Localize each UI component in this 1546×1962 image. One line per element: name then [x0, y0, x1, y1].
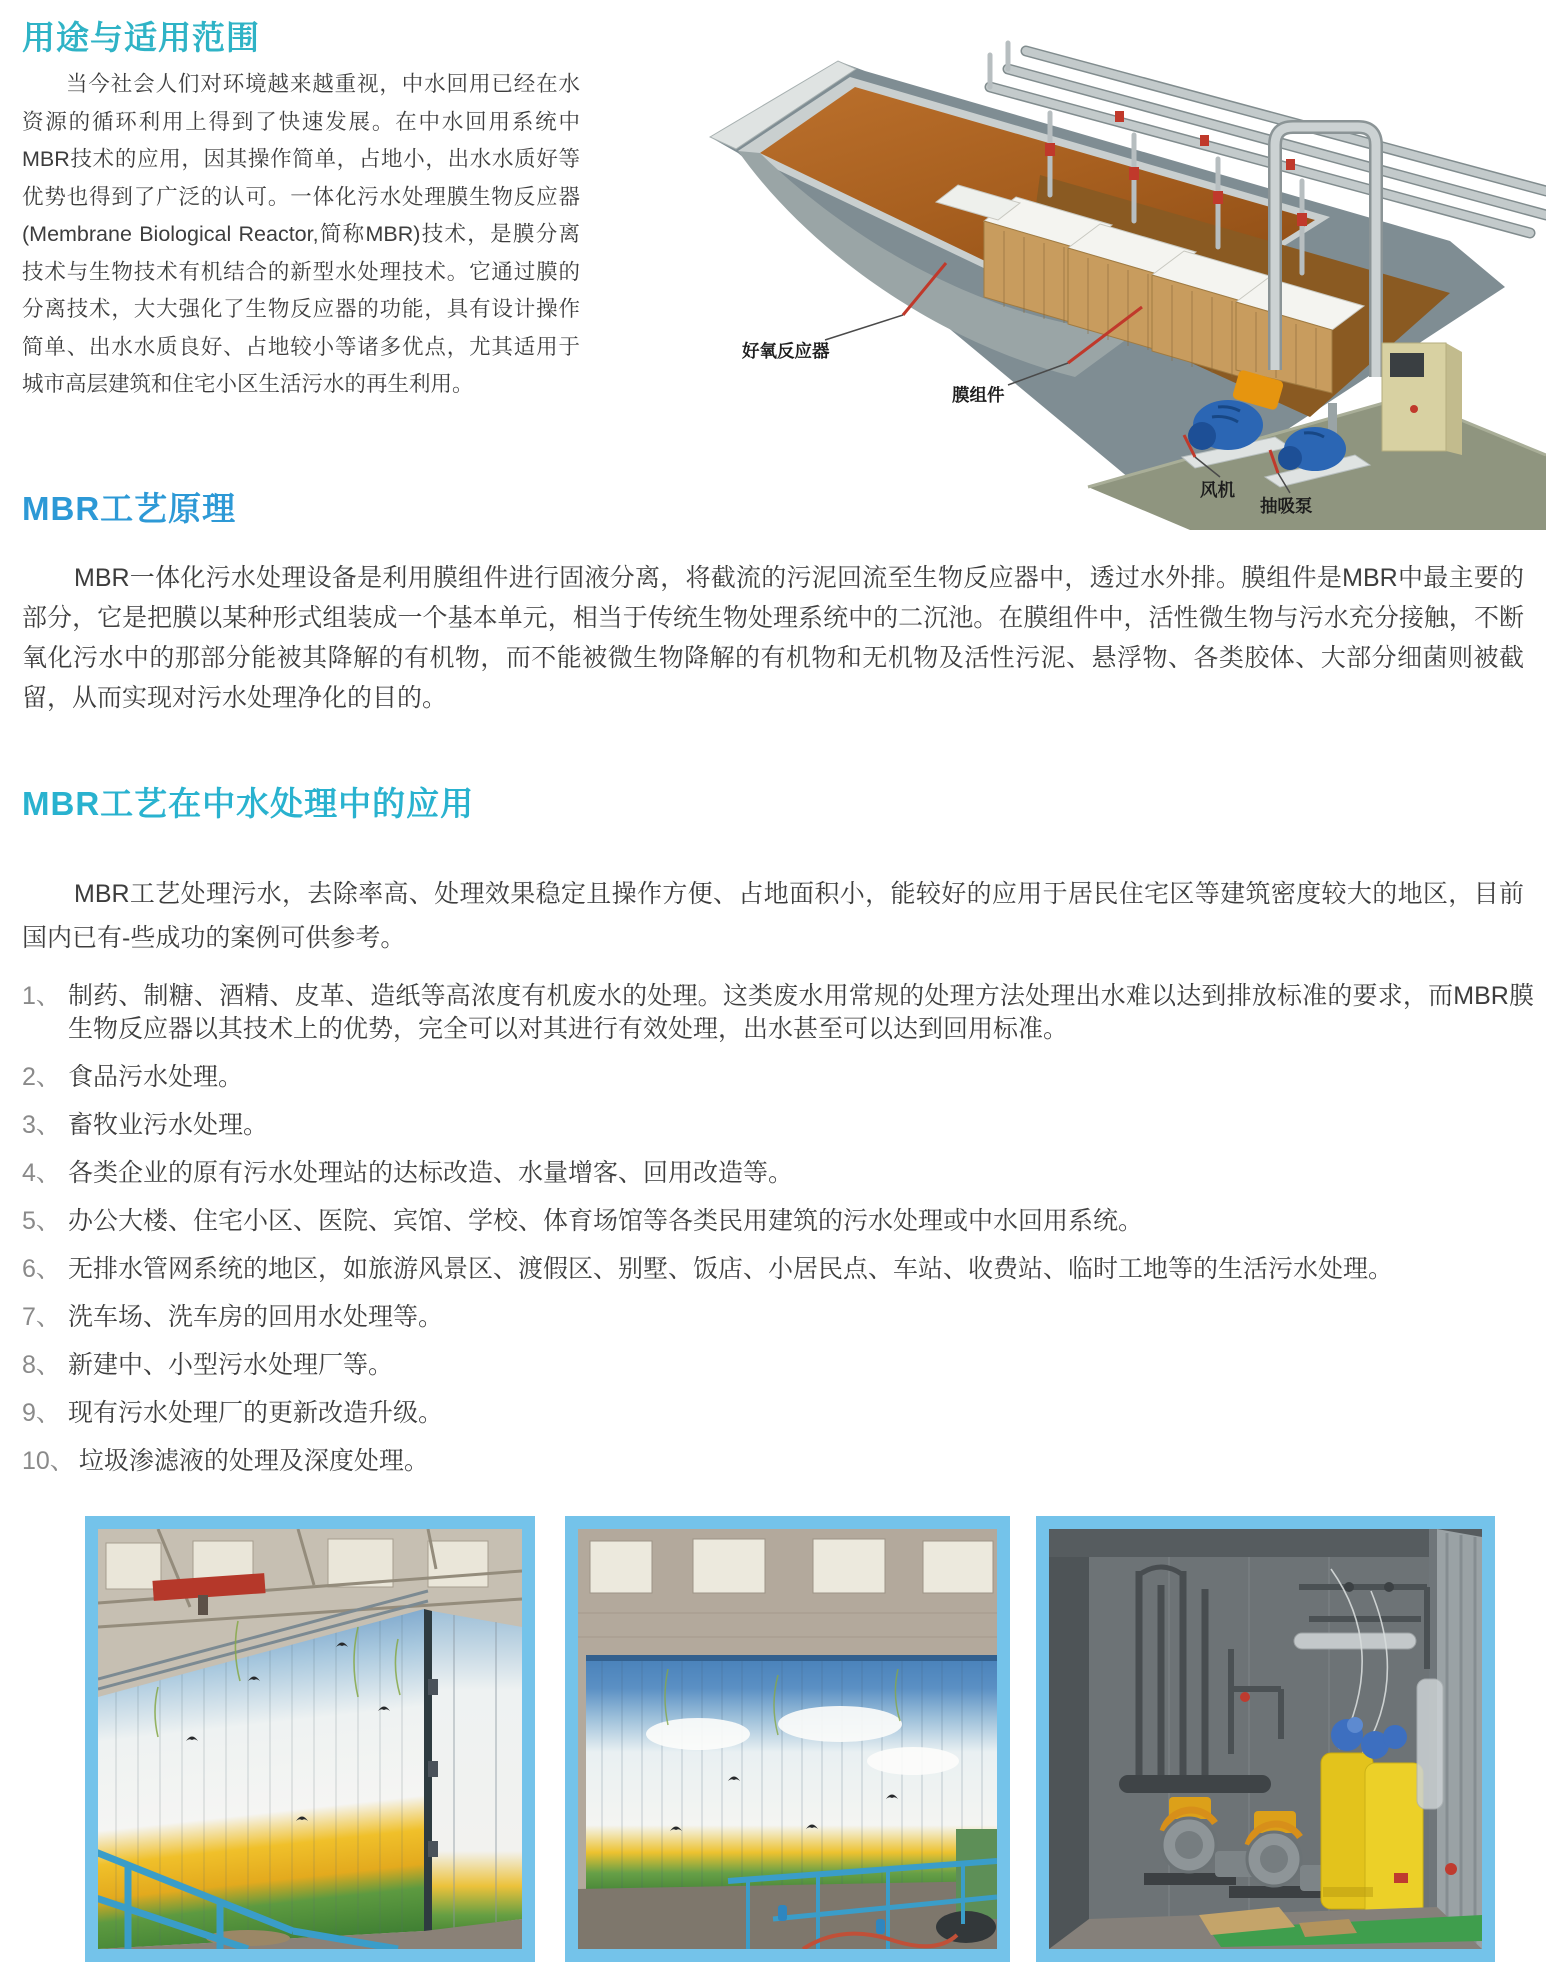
section-heading-usage: 用途与适用范围: [22, 19, 260, 56]
ceiling: [1049, 1529, 1482, 1557]
list-item: 2、 食品污水处理。: [22, 1063, 244, 1091]
list-item: 6、 无排水管网系统的地区，如旅游风景区、渡假区、别墅、饭店、小居民点、车站、收费站、临时工地等的生活污水处理。: [22, 1255, 1394, 1283]
label-blower: 风机: [1200, 480, 1235, 500]
uv-sterilizer: [1294, 1633, 1416, 1649]
list-item: 3、 畜牧业污水处理。: [22, 1111, 269, 1139]
list-item: 7、 洗车场、洗车房的回用水处理等。: [22, 1303, 444, 1331]
list-item: 4、 各类企业的原有污水处理站的达标改造、水量增客、回用改造等。: [22, 1159, 794, 1187]
photo-container-exterior-front: [565, 1516, 1010, 1962]
container-door-panel: [432, 1611, 522, 1931]
label-membrane-module: 膜组件: [952, 385, 1005, 405]
principle-paragraph: MBR一体化污水处理设备是利用膜组件进行固液分离，将截流的污泥回流至生物反应器中，透过水外排。膜组件是MBR中最主要的部分，它是把膜以某种形式组装成一个基本单元，相当于传统生物处理系统中的二沉池。在膜组件中，活性微生物与污水充分接触，不断氧化污水中的那部分能被其降解的有机物，而不能被微生物降解的有机物和无机物及活性污泥、悬浮物、各类胶体、大部分细菌则被截留，从而实现对污水处理净化的目的。: [22, 564, 1524, 712]
left-wall: [1049, 1529, 1089, 1949]
yellow-dosing-tanks: [1321, 1753, 1423, 1923]
wrapped-filter-column: [1417, 1679, 1443, 1809]
photo1-illustration: [98, 1529, 522, 1949]
air-manifold: [1119, 1775, 1271, 1793]
application-list: [22, 980, 1534, 1493]
photo3-illustration: [1049, 1529, 1482, 1949]
application-paragraph: MBR工艺处理污水，去除率高、处理效果稳定且操作方便、占地面积小，能较好的应用于居民住宅区等建筑密度较大的地区，目前国内已有-些成功的案例可供参考。: [22, 880, 1524, 952]
label-suction-pump: 抽吸泵: [1260, 496, 1313, 516]
photo-container-interior-equipment: [1036, 1516, 1495, 1962]
control-cabinet: [1382, 343, 1462, 455]
mbr-system-illustration: [690, 25, 1546, 530]
label-aerobic-reactor: 好氧反应器: [742, 341, 830, 361]
workshop-floor: [578, 1881, 997, 1949]
section-heading-principle: MBR工艺原理: [22, 490, 237, 527]
list-item: 1、 制药、制糖、酒精、皮革、造纸等高浓度有机废水的处理。这类废水用常规的处理方法处理出水难以达到排放标准的要求，而MBR膜生物反应器以其技术上的优势，完全可以对其进行有效处理，出水甚至可以达到回用标准。: [22, 982, 1534, 1043]
photo-container-exterior-angled: [85, 1516, 535, 1962]
usage-paragraph: 当今社会人们对环境越来越重视，中水回用已经在水资源的循环利用上得到了快速发展。在中水回用系统中MBR技术的应用，因其操作简单，占地小，出水水质好等优势也得到了广泛的认可。一体化污水处理膜生物反应器(Membrane Biological Reactor,简称MBR)技术，是膜分离技术与生物技术有机结合的新型水处理技术。它通过膜的分离技术，大大强化了生物反应器的功能，具有设计操作简单、出水水质良好、占地较小等诸多优点，尤其适用于城市高层建筑和住宅小区生活污水的再生利用。: [22, 72, 580, 396]
mbr-system-diagram: [690, 25, 1546, 530]
photo2-illustration: [578, 1529, 997, 1949]
list-item: 10、 垃圾渗滤液的处理及深度处理。: [22, 1447, 429, 1475]
section-heading-application: MBR工艺在中水处理中的应用: [22, 785, 475, 822]
painted-container-wall: [586, 1661, 997, 1889]
list-item: 5、 办公大楼、住宅小区、医院、宾馆、学校、体育场馆等各类民用建筑的污水处理或中水回用系统。: [22, 1207, 1144, 1235]
list-item: 8、 新建中、小型污水处理厂等。: [22, 1351, 394, 1379]
list-item: 9、 现有污水处理厂的更新改造升级。: [22, 1399, 444, 1427]
